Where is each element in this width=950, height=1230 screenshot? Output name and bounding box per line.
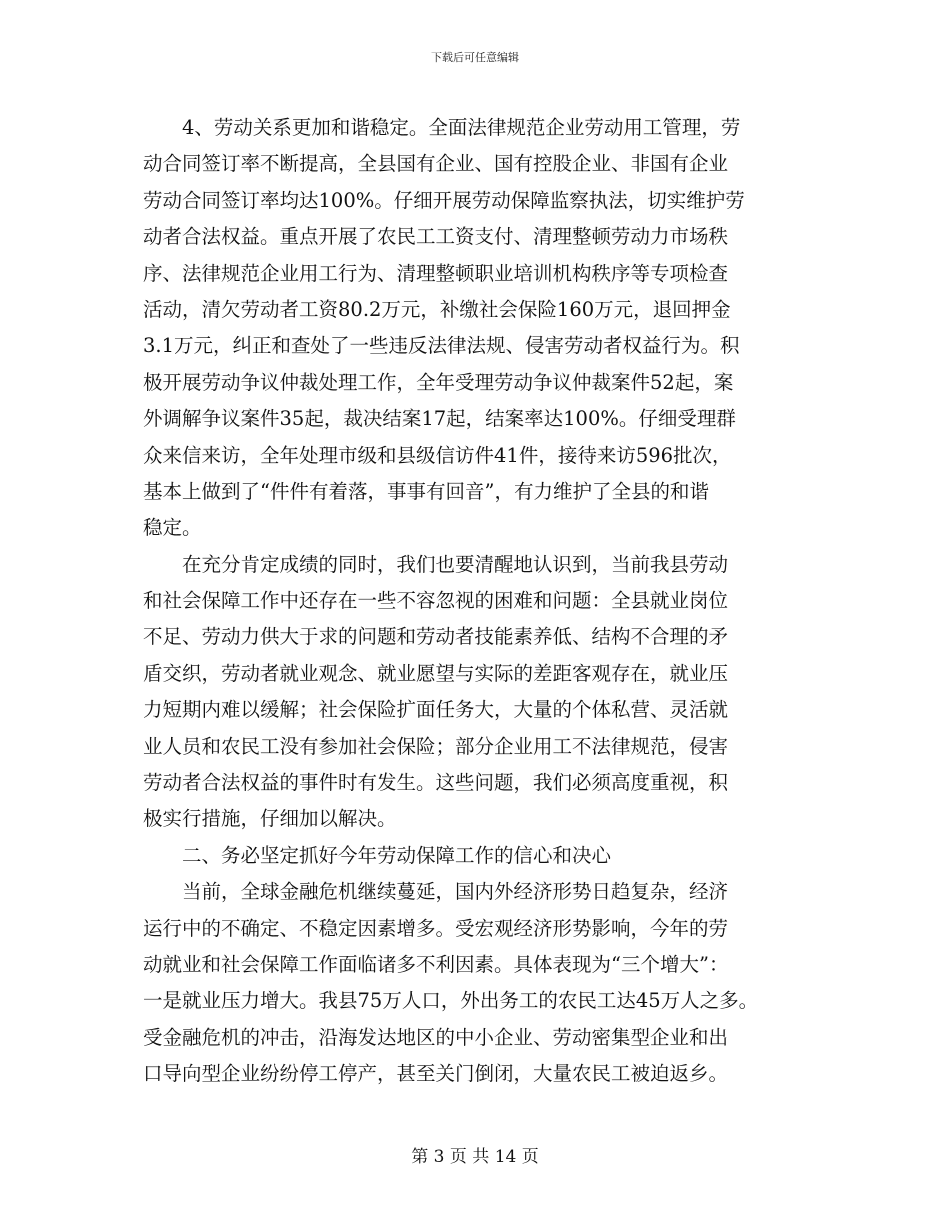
text-line: 一是就业压力增大。我县75万人口，外出务工的农民工达45万人之多。 (143, 989, 759, 1013)
page-footer: 第 3 页 共 14 页 (411, 1147, 539, 1167)
text-line: 动者合法权益。重点开展了农民工工资支付、清理整顿劳动力市场秩 (143, 225, 729, 249)
text-line: 极实行措施，仔细加以解决。 (143, 807, 397, 831)
text-line: 受金融危机的冲击，沿海发达地区的中小企业、劳动密集型企业和出 (143, 1025, 729, 1049)
text-line: 劳动合同签订率均达100%。仔细开展劳动保障监察执法，切实维护劳 (143, 188, 745, 212)
document-body (143, 110, 823, 1093)
text-line: 业人员和农民工没有参加社会保险；部分企业用工不法律规范，侵害 (143, 734, 729, 758)
page-header: 下载后可任意编辑 (431, 51, 519, 64)
text-line: 众来信来访，全年处理市级和县级信访件41件，接待来访596批次， (143, 443, 732, 467)
text-line: 外调解争议案件35起，裁决结案17起，结案率达100%。仔细受理群 (143, 407, 736, 431)
text-line: 基本上做到了“件件有着落，事事有回音”，有力维护了全县的和谐 (143, 479, 709, 503)
text-line: 动合同签订率不断提高，全县国有企业、国有控股企业、非国有企业 (143, 152, 729, 176)
text-line: 口导向型企业纷纷停工停产，甚至关门倒闭，大量农民工被迫返乡。 (143, 1062, 729, 1086)
text-line: 稳定。 (143, 516, 202, 540)
text-line: 盾交织，劳动者就业观念、就业愿望与实际的差距客观存在，就业压 (143, 661, 729, 685)
text-line: 极开展劳动争议仲裁处理工作，全年受理劳动争议仲裁案件52起，案 (143, 370, 734, 394)
text-line: 力短期内难以缓解；社会保险扩面任务大，大量的个体私营、灵活就 (143, 698, 729, 722)
text-line: 在充分肯定成绩的同时，我们也要清醒地认识到，当前我县劳动 (143, 552, 729, 576)
text-line: 劳动者合法权益的事件时有发生。这些问题，我们必须高度重视，积 (143, 771, 729, 795)
text-line: 二、务必坚定抓好今年劳动保障工作的信心和决心 (143, 843, 612, 867)
text-line: 当前，全球金融危机继续蔓延，国内外经济形势日趋复杂，经济 (143, 880, 729, 904)
text-line: 和社会保障工作中还存在一些不容忽视的困难和问题：全县就业岗位 (143, 589, 729, 613)
text-line: 4、劳动关系更加和谐稳定。全面法律规范企业劳动用工管理，劳 (143, 116, 741, 139)
text-line: 活动，清欠劳动者工资80.2万元，补缴社会保险160万元，退回押金 (143, 297, 731, 321)
text-line: 不足、劳动力供大于求的问题和劳动者技能素养低、结构不合理的矛 (143, 625, 729, 649)
text-line: 序、法律规范企业用工行为、清理整顿职业培训机构秩序等专项检查 (143, 261, 729, 285)
text-line: 3.1万元，纠正和查处了一些违反法律法规、侵害劳动者权益行为。积 (143, 334, 740, 358)
text-line: 运行中的不确定、不稳定因素增多。受宏观经济形势影响，今年的劳 (143, 916, 729, 940)
text-line: 动就业和社会保障工作面临诸多不利因素。具体表现为“三个增大”： (143, 952, 729, 976)
